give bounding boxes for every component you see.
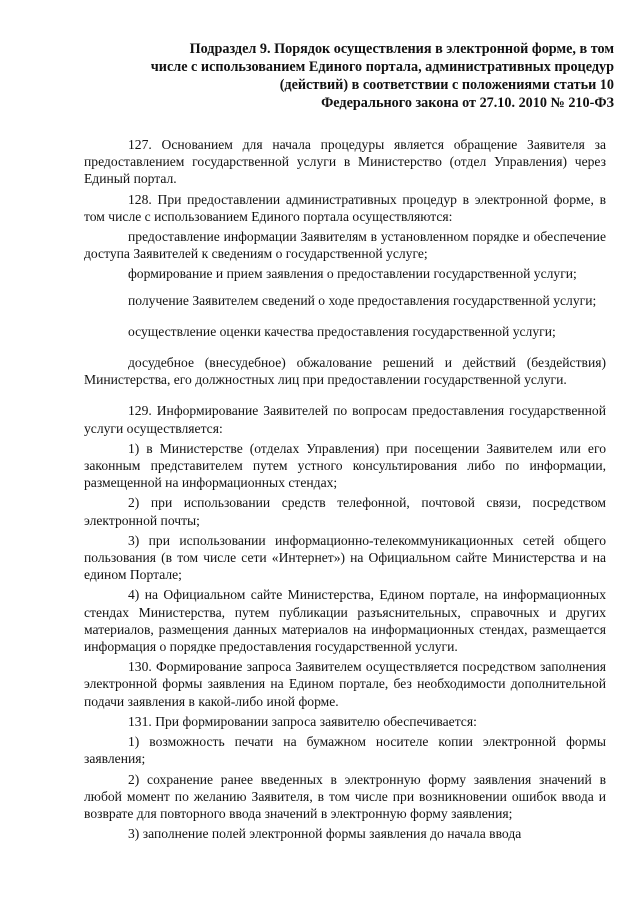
paragraph-129: 129. Информирование Заявителей по вопросам предоставления государственной услуги осуществляется:	[84, 403, 606, 436]
list-item: 1) возможность печати на бумажном носителе копии электронной формы заявления;	[84, 734, 606, 767]
heading-line: Подраздел 9. Порядок осуществления в электронной форме, в том	[189, 41, 614, 57]
list-item: 1) в Министерстве (отделах Управления) при посещении Заявителем или его законным представителем путем устного консультирования либо по информации, размещенной на информационных стендах;	[84, 440, 606, 491]
list-item: предоставление информации Заявителям в установленном порядке и обеспечение доступа Заявителей к сведениям о государственной услуге;	[84, 229, 606, 262]
paragraph-127: 127. Основанием для начала процедуры является обращение Заявителя за предоставлением государственной услуги в Министерство (отдел Управления) через Единый портал.	[84, 137, 606, 187]
paragraph-130: 130. Формирование запроса Заявителем осуществляется посредством заполнения электронной формы заявления на Едином портале, без необходимости дополнительной подачи заявления в какой-либо иной форме.	[84, 659, 606, 709]
list-item: осуществление оценки качества предоставления государственной услуги;	[128, 323, 556, 339]
list-item: 3) заполнение полей электронной формы заявления до начала ввода	[128, 826, 522, 842]
list-item: получение Заявителем сведений о ходе предоставления государственной услуги;	[128, 292, 597, 308]
list-item: 4) на Официальном сайте Министерства, Едином портале, на информационных стендах Министерства, путем публикации разъяснительных, справочных и других материалов, размещения данных материалов на информационных стендах, размещается информация о порядке предоставления государственной услуги.	[84, 587, 606, 655]
list-item: 2) при использовании средств телефонной, почтовой связи, посредством электронной почты;	[84, 495, 606, 528]
paragraph-128: 128. При предоставлении административных процедур в электронной форме, в том числе с использованием Единого портала осуществляются:	[84, 191, 606, 224]
list-item: 2) сохранение ранее введенных в электронную форму заявления значений в любой момент по желанию Заявителя, в том числе при возникновении ошибок ввода и возврате для повторного ввода значений в электронную форму заявления;	[84, 771, 606, 821]
list-item: формирование и прием заявления о предоставлении государственной услуги;	[128, 266, 577, 282]
heading-line: числе с использованием Единого портала, административных процедур	[150, 59, 614, 75]
list-item: досудебное (внесудебное) обжалование решений и действий (бездействия) Министерства, его должностных лиц при предоставлении государственной услуги.	[84, 355, 606, 388]
paragraph-131: 131. При формировании запроса заявителю обеспечивается:	[128, 713, 477, 729]
heading-line: Федерального закона от 27.10. 2010 № 210-ФЗ	[321, 95, 614, 111]
document-body	[84, 136, 606, 842]
list-item: 3) при использовании информационно-телекоммуникационных сетей общего пользования (в том числе сети «Интернет») на Официальном сайте Министерства и на едином Портале;	[84, 532, 606, 583]
section-heading	[92, 40, 614, 112]
heading-line: (действий) в соответствии с положениями статьи 10	[279, 77, 614, 93]
